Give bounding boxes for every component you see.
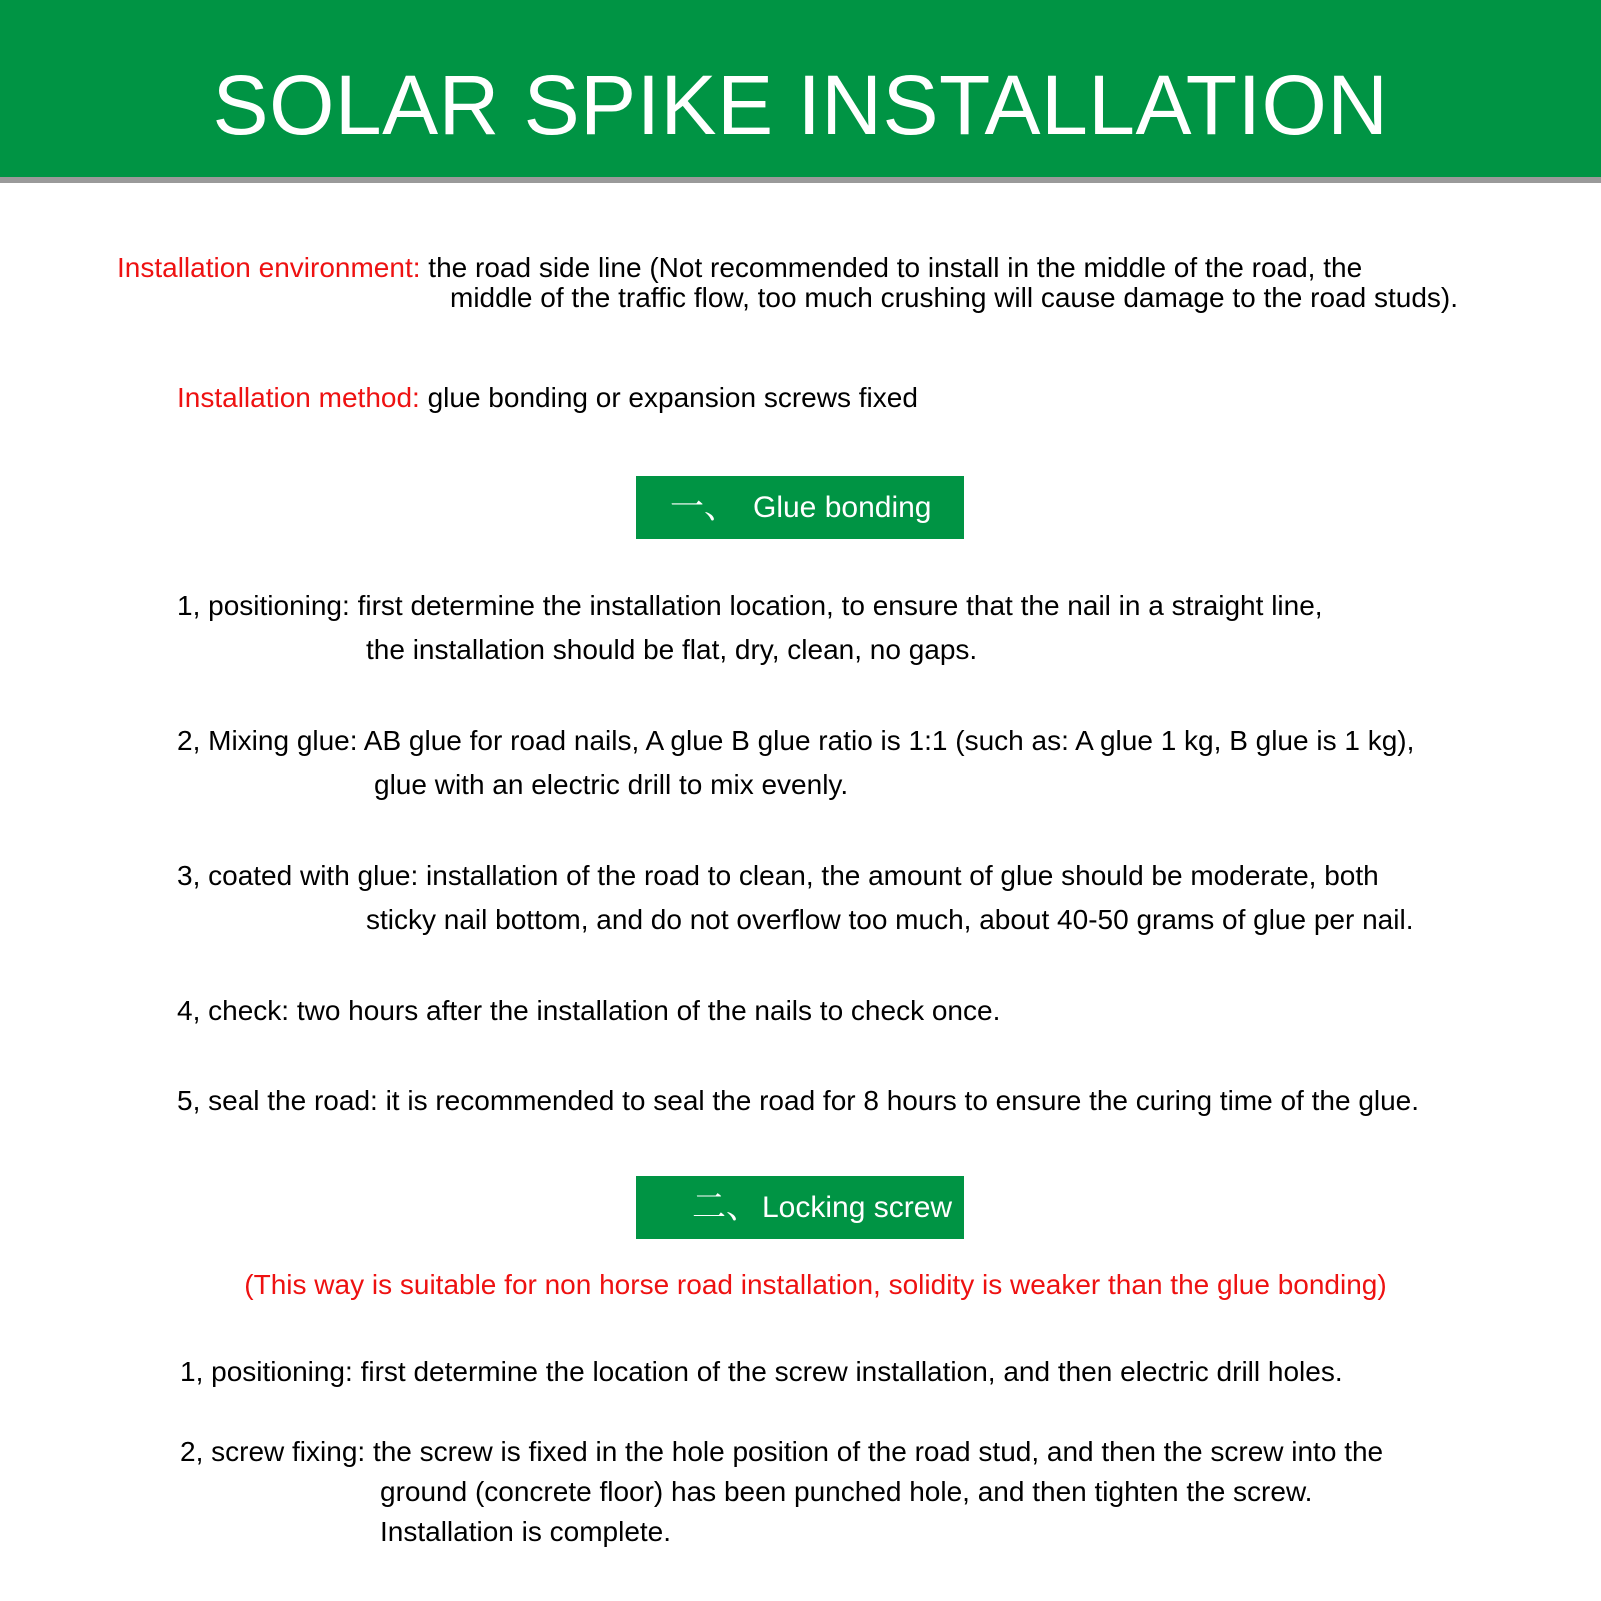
- glue-step-1: [177, 584, 1323, 672]
- glue-step-4-line1: 4, check: two hours after the installation of the nails to check once.: [177, 995, 1001, 1026]
- glue-step-2: [177, 719, 1414, 807]
- section-number-two: 二、: [692, 1187, 760, 1227]
- glue-bonding-heading: [636, 476, 964, 539]
- glue-step-5: [177, 1079, 1419, 1123]
- glue-step-5-line1: 5, seal the road: it is recommended to seal the road for 8 hours to ensure the curing time of the glue.: [177, 1085, 1420, 1116]
- glue-step-1-line1: 1, positioning: first determine the installation location, to ensure that the nail in a straight line,: [177, 590, 1323, 621]
- screw-step-2-line2: ground (concrete floor) has been punched hole, and then tighten the screw.: [380, 1476, 1313, 1507]
- method-block: [177, 383, 918, 413]
- screw-step-1-line1: 1, positioning: first determine the location of the screw installation, and then electric drill holes.: [180, 1356, 1343, 1387]
- glue-step-3-line2: sticky nail bottom, and do not overflow too much, about 40-50 grams of glue per nail.: [366, 904, 1414, 935]
- glue-step-2-line2: glue with an electric drill to mix evenly.: [374, 769, 849, 800]
- glue-step-1-line2: the installation should be flat, dry, clean, no gaps.: [366, 634, 978, 665]
- page-title: SOLAR SPIKE INSTALLATION: [212, 58, 1389, 152]
- environment-block: [117, 253, 1362, 283]
- screw-step-2-line3: Installation is complete.: [380, 1516, 672, 1547]
- glue-step-3-line1: 3, coated with glue: installation of the road to clean, the amount of glue should be moderate, both: [177, 860, 1379, 891]
- screw-note: (This way is suitable for non horse road installation, solidity is weaker than the glue bonding): [244, 1269, 1387, 1300]
- screw-step-1: [180, 1352, 1343, 1392]
- glue-bonding-title: Glue bonding: [753, 491, 932, 524]
- glue-step-3: [177, 854, 1413, 942]
- environment-line2: middle of the traffic flow, too much crushing will cause damage to the road studs).: [450, 282, 1458, 313]
- locking-screw-heading: [636, 1176, 964, 1239]
- method-text: glue bonding or expansion screws fixed: [427, 382, 918, 413]
- glue-step-2-line1: 2, Mixing glue: AB glue for road nails, A glue B glue ratio is 1:1 (such as: A glue 1 kg, B glue is 1 kg),: [177, 725, 1415, 756]
- screw-step-2-line1: 2, screw fixing: the screw is fixed in the hole position of the road stud, and then the screw into the: [180, 1436, 1384, 1467]
- environment-line1: the road side line (Not recommended to install in the middle of the road, the: [428, 252, 1363, 283]
- glue-step-4: [177, 989, 1000, 1033]
- header-banner: [0, 0, 1601, 183]
- environment-label: Installation environment:: [117, 252, 421, 283]
- method-label: Installation method:: [177, 382, 420, 413]
- screw-step-2: [180, 1432, 1383, 1552]
- locking-screw-title: Locking screw: [762, 1191, 953, 1224]
- section-number-one: 一、: [670, 487, 738, 527]
